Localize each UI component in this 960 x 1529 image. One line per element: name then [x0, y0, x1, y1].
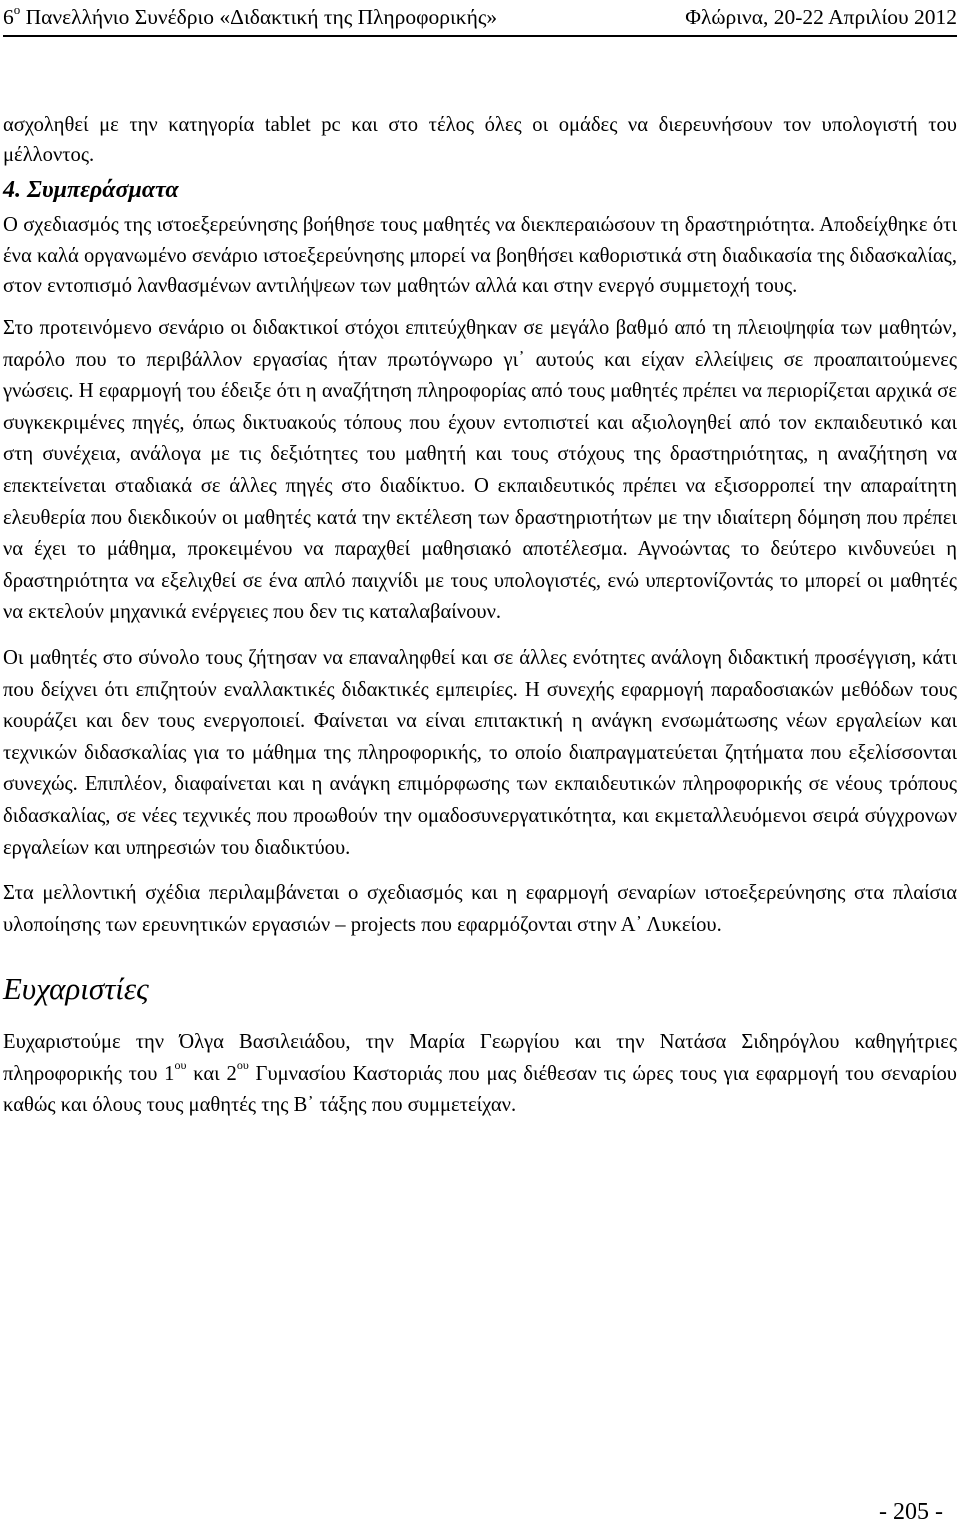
page-header	[3, 3, 957, 37]
intro-paragraph: ασχοληθεί με την κατηγορία tablet pc και στο τέλος όλες οι ομάδες να διερευνήσουν τον υπολογιστή του μέλλοντος.	[3, 114, 957, 167]
acknowledgements-paragraph: Ευχαριστούμε την Όλγα Βασιλειάδου, την Μαρία Γεωργίου και την Νατάσα Σιδηρόγλου καθηγήτριες πληροφορικής του $1^{o\upsilon}$ και $2^{o\upsilon}$ Γυμνασίου Καστοριάς που μας διέθεσαν τις ώρες τους για εφαρμογή του σεναρίου καθώς και όλους τους μαθητές της Β᾽ τάξης που συμμετείχαν.	[3, 1031, 957, 1117]
conclusions-paragraph-1: Ο σχεδιασμός της ιστοεξερεύνησης βοήθησε τους μαθητές να διεκπεραιώσουν τη δραστηριότητα. Αποδείχθηκε ότι ένα καλά οργανωμένο σενάριο ιστοεξερεύνησης μπορεί να βοηθήσει καθοριστικά στη διαδικασία της διδασκαλίας, στον εντοπισμό λανθασμένων αντιλήψεων των μαθητών αλλά και στην ενεργό συμμετοχή τους.	[3, 214, 957, 297]
section-heading: 4. Συμπεράσματα	[3, 177, 179, 204]
paper-page	[3, 0, 957, 1529]
page-content	[3, 110, 957, 1122]
conference-name: $6^o$ Πανελλήνιο Συνέδριο «Διδακτική της Πληροφορικής»	[3, 1, 498, 29]
ordinal-superscript: ο	[13, 1, 21, 17]
conference-location-date: Φλώρινα, 20-22 Απριλίου 2012	[685, 5, 957, 29]
page-number: - 205 -	[879, 1499, 943, 1525]
conclusions-paragraph-3: Οι μαθητές στο σύνολο τους ζήτησαν να επαναληφθεί και σε άλλες ενότητες ανάλογη διδακτική προσέγγιση, κάτι που δείχνει ότι επιζητούν εναλλακτικές διδακτικές εμπειρίες. Η συνεχής εφαρμογή παραδοσιακών μεθόδων τους κουράζει και δεν τους ενεργοποιεί. Φαίνεται να είναι επιτακτική η ανάγκη ενσωμάτωσης νέων εργαλείων και τεχνικών διδασκαλίας για το μάθημα της πληροφορικής, το οποίο διαπραγματεύεται ζητήματα που εξελίσσονται συνεχώς. Επιπλέον, διαφαίνεται και η ανάγκη επιμόρφωσης των εκπαιδευτικών πληροφορικής σε νέους τρόπους διδασκαλίας, σε νέες τεχνικές που προωθούν την ομαδοσυνεργατικότητα, και εκμεταλλευόμενοι σειρά σύγχρονων εργαλείων και υπηρεσιών του διαδικτύου.	[3, 646, 957, 859]
acknowledgements-heading: Ευχαριστίες	[3, 971, 149, 1007]
conclusions-paragraph-4: Στα μελλοντική σχέδια περιλαμβάνεται ο σχεδιασμός και η εφαρμογή σεναρίων ιστοεξερεύνησης στα πλαίσια υλοποίησης των ερευνητικών εργασιών – projects που εφαρμόζονται στην Α᾽ Λυκείου.	[3, 882, 957, 936]
conclusions-paragraph-2: Στο προτεινόμενο σενάριο οι διδακτικοί στόχοι επιτεύχθηκαν σε μεγάλο βαθμό από τη πλειοψηφία των μαθητών, παρόλο που το περιβάλλον εργασίας ήταν πρωτόγνωρο γι᾽ αυτούς και είχαν ελλείψεις σε προαπαιτούμενες γνώσεις. Η εφαρμογή του έδειξε ότι η αναζήτηση πληροφορίας από τους μαθητές πρέπει να περιορίζεται αρχικά σε συγκεκριμένες πηγές, όπως δικτυακούς τόπους που έχουν εντοπιστεί και αξιολογηθεί από τον εκπαιδευτικό και στη συνέχεια, ανάλογα με τις δεξιότητες του μαθητή και τους στόχους της δραστηριότητας, η αναζήτηση να επεκτείνεται σταδιακά σε άλλες πηγές στο διαδίκτυο. Ο εκπαιδευτικός πρέπει να εξισορροπεί την απαραίτητη ελευθερία που διεκδικούν οι μαθητές κατά την εκτέλεση των δραστηριοτήτων με την ιδιαίτερη δόμηση που πρέπει να έχει το μάθημα, προκειμένου να παραχθεί μαθησιακό αποτέλεσμα. Αγνοώντας το δεύτερο κινδυνεύει η δραστηριότητα να εξελιχθεί σε ένα απλό παιχνίδι με τους υπολογιστές, ενώ υπερτονίζοντάς το μπορεί οι μαθητές να εκτελούν μηχανικά ενέργειες που δεν τις καταλαβαίνουν.	[3, 317, 957, 624]
